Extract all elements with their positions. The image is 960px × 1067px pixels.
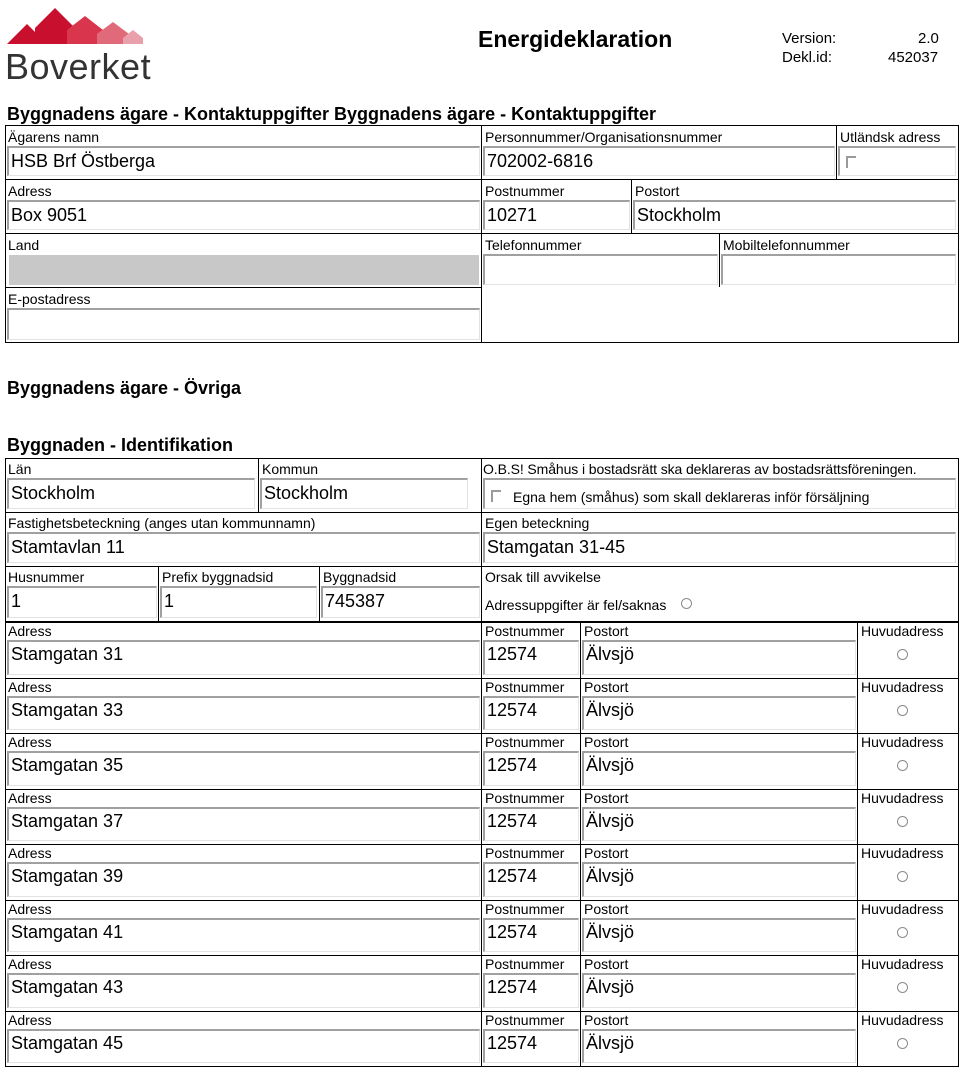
address-row-divider — [857, 733, 858, 789]
owner-name-label: Ägarens namn — [8, 129, 100, 145]
egna-hem-label: Egna hem (småhus) som skall deklareras inför försäljning — [513, 489, 870, 505]
row-postort-value: Älvsjö — [586, 755, 635, 775]
husnummer-value: 1 — [11, 591, 22, 611]
identification-heading: Byggnaden - Identifikation — [7, 435, 234, 455]
row-adress-value: Stamgatan 41 — [11, 922, 124, 942]
version-label: Version: — [782, 30, 837, 47]
row-postnr-value: 12574 — [487, 700, 538, 720]
owner-postnr-value: 10271 — [487, 205, 538, 225]
row-adress-value: Stamgatan 45 — [11, 1033, 124, 1053]
husnummer-field[interactable] — [7, 586, 157, 618]
fastighet-value: Stamtavlan 11 — [11, 537, 125, 557]
row-postnr-label: Postnummer — [485, 1012, 565, 1028]
row-huvudadress-radio[interactable] — [897, 760, 908, 771]
address-row-divider — [857, 789, 858, 844]
kommun-value: Stockholm — [264, 483, 349, 503]
address-row-divider — [857, 955, 858, 1011]
row-adress-label: Adress — [8, 623, 52, 639]
row-adress-label: Adress — [8, 734, 52, 750]
row-postnr-value: 12574 — [487, 811, 538, 831]
address-row-divider — [857, 622, 858, 678]
email-field[interactable] — [7, 308, 480, 340]
row-postnr-value: 12574 — [487, 1033, 538, 1053]
address-row-divider — [481, 678, 482, 733]
address-row-divider — [857, 900, 858, 955]
land-field[interactable] — [9, 255, 479, 285]
row-adress-value: Stamgatan 37 — [11, 811, 124, 831]
phone-label: Telefonnummer — [485, 237, 582, 253]
address-row-divider — [580, 733, 581, 789]
row-postnr-label: Postnummer — [485, 845, 565, 861]
row-adress-value: Stamgatan 43 — [11, 977, 124, 997]
logo-text: Boverket — [5, 46, 152, 87]
row-adress-value: Stamgatan 31 — [11, 644, 124, 664]
address-row-divider — [481, 733, 482, 789]
row-postnr-label: Postnummer — [485, 956, 565, 972]
row-postort-label: Postort — [584, 679, 629, 695]
owner-postort-label: Postort — [635, 183, 680, 199]
row-huvudadress-label: Huvudadress — [861, 901, 944, 917]
row-huvudadress-radio[interactable] — [897, 816, 908, 827]
phone-field[interactable] — [483, 254, 718, 285]
row-adress-label: Adress — [8, 956, 52, 972]
row-postnr-label: Postnummer — [485, 901, 565, 917]
prefix-value: 1 — [164, 591, 175, 611]
byggnadsid-label: Byggnadsid — [323, 569, 397, 585]
email-label: E-postadress — [8, 291, 91, 307]
row-huvudadress-radio[interactable] — [897, 1038, 908, 1049]
adressfel-radio[interactable] — [681, 598, 692, 609]
row-huvudadress-label: Huvudadress — [861, 623, 944, 639]
row-adress-label: Adress — [8, 845, 52, 861]
egen-beteckning-value: Stamgatan 31-45 — [487, 537, 626, 557]
row-huvudadress-label: Huvudadress — [861, 1012, 944, 1028]
obs-note: O.B.S! Småhus i bostadsrätt ska deklareras av bostadsrättsföreningen. — [483, 461, 917, 477]
owner-other-heading: Byggnadens ägare - Övriga — [7, 378, 242, 398]
row-postnr-value: 12574 — [487, 644, 538, 664]
address-row-divider — [857, 1011, 858, 1066]
address-row-divider — [481, 622, 482, 678]
row-postnr-label: Postnummer — [485, 734, 565, 750]
row-postort-value: Älvsjö — [586, 922, 635, 942]
orsak-label: Orsak till avvikelse — [485, 569, 601, 585]
egen-beteckning-label: Egen beteckning — [485, 515, 590, 531]
foreign-address-label: Utländsk adress — [840, 129, 941, 145]
row-huvudadress-label: Huvudadress — [861, 790, 944, 806]
row-postort-value: Älvsjö — [586, 866, 635, 886]
address-row-divider — [580, 900, 581, 955]
byggnadsid-value: 745387 — [325, 591, 386, 611]
row-adress-label: Adress — [8, 679, 52, 695]
row-postnr-label: Postnummer — [485, 623, 565, 639]
mobile-label: Mobiltelefonnummer — [723, 237, 850, 253]
owner-postort-value: Stockholm — [637, 205, 722, 225]
address-row-divider — [580, 844, 581, 900]
owner-postnr-label: Postnummer — [485, 183, 565, 199]
address-row-divider — [481, 900, 482, 955]
mobile-field[interactable] — [721, 254, 956, 285]
row-huvudadress-radio[interactable] — [897, 871, 908, 882]
fastighet-label: Fastighetsbeteckning (anges utan kommunnamn) — [8, 515, 316, 531]
page-title: Energideklaration — [478, 26, 673, 52]
address-row-divider — [481, 844, 482, 900]
row-postort-value: Älvsjö — [586, 977, 635, 997]
row-postort-value: Älvsjö — [586, 1033, 635, 1053]
row-huvudadress-radio[interactable] — [897, 649, 908, 660]
row-adress-label: Adress — [8, 1012, 52, 1028]
address-row-divider — [580, 622, 581, 678]
land-label: Land — [8, 237, 40, 253]
row-adress-value: Stamgatan 39 — [11, 866, 124, 886]
egna-hem-checkbox[interactable] — [491, 490, 501, 502]
row-adress-label: Adress — [8, 790, 52, 806]
address-row-divider — [580, 789, 581, 844]
row-postort-label: Postort — [584, 623, 629, 639]
owner-address-label: Adress — [8, 183, 52, 199]
address-row-divider — [580, 1011, 581, 1066]
boverket-logo-mark — [5, 4, 145, 52]
row-postnr-label: Postnummer — [485, 679, 565, 695]
row-postort-label: Postort — [584, 1012, 629, 1028]
row-postort-label: Postort — [584, 956, 629, 972]
dekl-value: 452037 — [888, 49, 939, 66]
kommun-label: Kommun — [262, 461, 319, 477]
boverket-logo — [5, 4, 155, 87]
orgnr-label: Personnummer/Organisationsnummer — [485, 129, 723, 145]
row-huvudadress-radio[interactable] — [897, 705, 908, 716]
row-adress-value: Stamgatan 35 — [11, 755, 124, 775]
prefix-label: Prefix byggnadsid — [162, 569, 274, 585]
adressfel-label: Adressuppgifter är fel/saknas — [485, 597, 667, 613]
owner-address-value: Box 9051 — [11, 205, 88, 225]
row-huvudadress-label: Huvudadress — [861, 956, 944, 972]
lan-label: Län — [8, 461, 32, 477]
row-huvudadress-radio[interactable] — [897, 982, 908, 993]
foreign-address-checkbox[interactable] — [846, 156, 856, 168]
row-huvudadress-label: Huvudadress — [861, 845, 944, 861]
row-postnr-value: 12574 — [487, 922, 538, 942]
dekl-label: Dekl.id: — [782, 49, 833, 66]
address-row-divider — [857, 844, 858, 900]
row-adress-label: Adress — [8, 901, 52, 917]
address-row-divider — [580, 678, 581, 733]
version-value: 2.0 — [918, 30, 939, 47]
row-postort-label: Postort — [584, 845, 629, 861]
address-row-divider — [481, 789, 482, 844]
orgnr-value: 702002-6816 — [487, 151, 594, 171]
lan-value: Stockholm — [11, 483, 96, 503]
row-postnr-value: 12574 — [487, 977, 538, 997]
row-postnr-value: 12574 — [487, 866, 538, 886]
address-row-divider — [481, 955, 482, 1011]
row-huvudadress-label: Huvudadress — [861, 734, 944, 750]
owner-contact-heading: Byggnadens ägare - Kontaktuppgifter Byggnadens ägare - Kontaktuppgifter — [7, 104, 657, 124]
address-row-divider — [580, 955, 581, 1011]
row-postort-value: Älvsjö — [586, 700, 635, 720]
husnummer-label: Husnummer — [8, 569, 85, 585]
address-row-divider — [481, 1011, 482, 1066]
row-postort-label: Postort — [584, 790, 629, 806]
row-postort-value: Älvsjö — [586, 811, 635, 831]
row-postort-label: Postort — [584, 734, 629, 750]
row-huvudadress-label: Huvudadress — [861, 679, 944, 695]
prefix-field[interactable] — [160, 586, 317, 618]
row-postort-value: Älvsjö — [586, 644, 635, 664]
row-postort-label: Postort — [584, 901, 629, 917]
owner-name-value: HSB Brf Östberga — [11, 151, 156, 171]
row-postnr-label: Postnummer — [485, 790, 565, 806]
address-row-divider — [857, 678, 858, 733]
row-adress-value: Stamgatan 33 — [11, 700, 124, 720]
row-huvudadress-radio[interactable] — [897, 927, 908, 938]
row-postnr-value: 12574 — [487, 755, 538, 775]
